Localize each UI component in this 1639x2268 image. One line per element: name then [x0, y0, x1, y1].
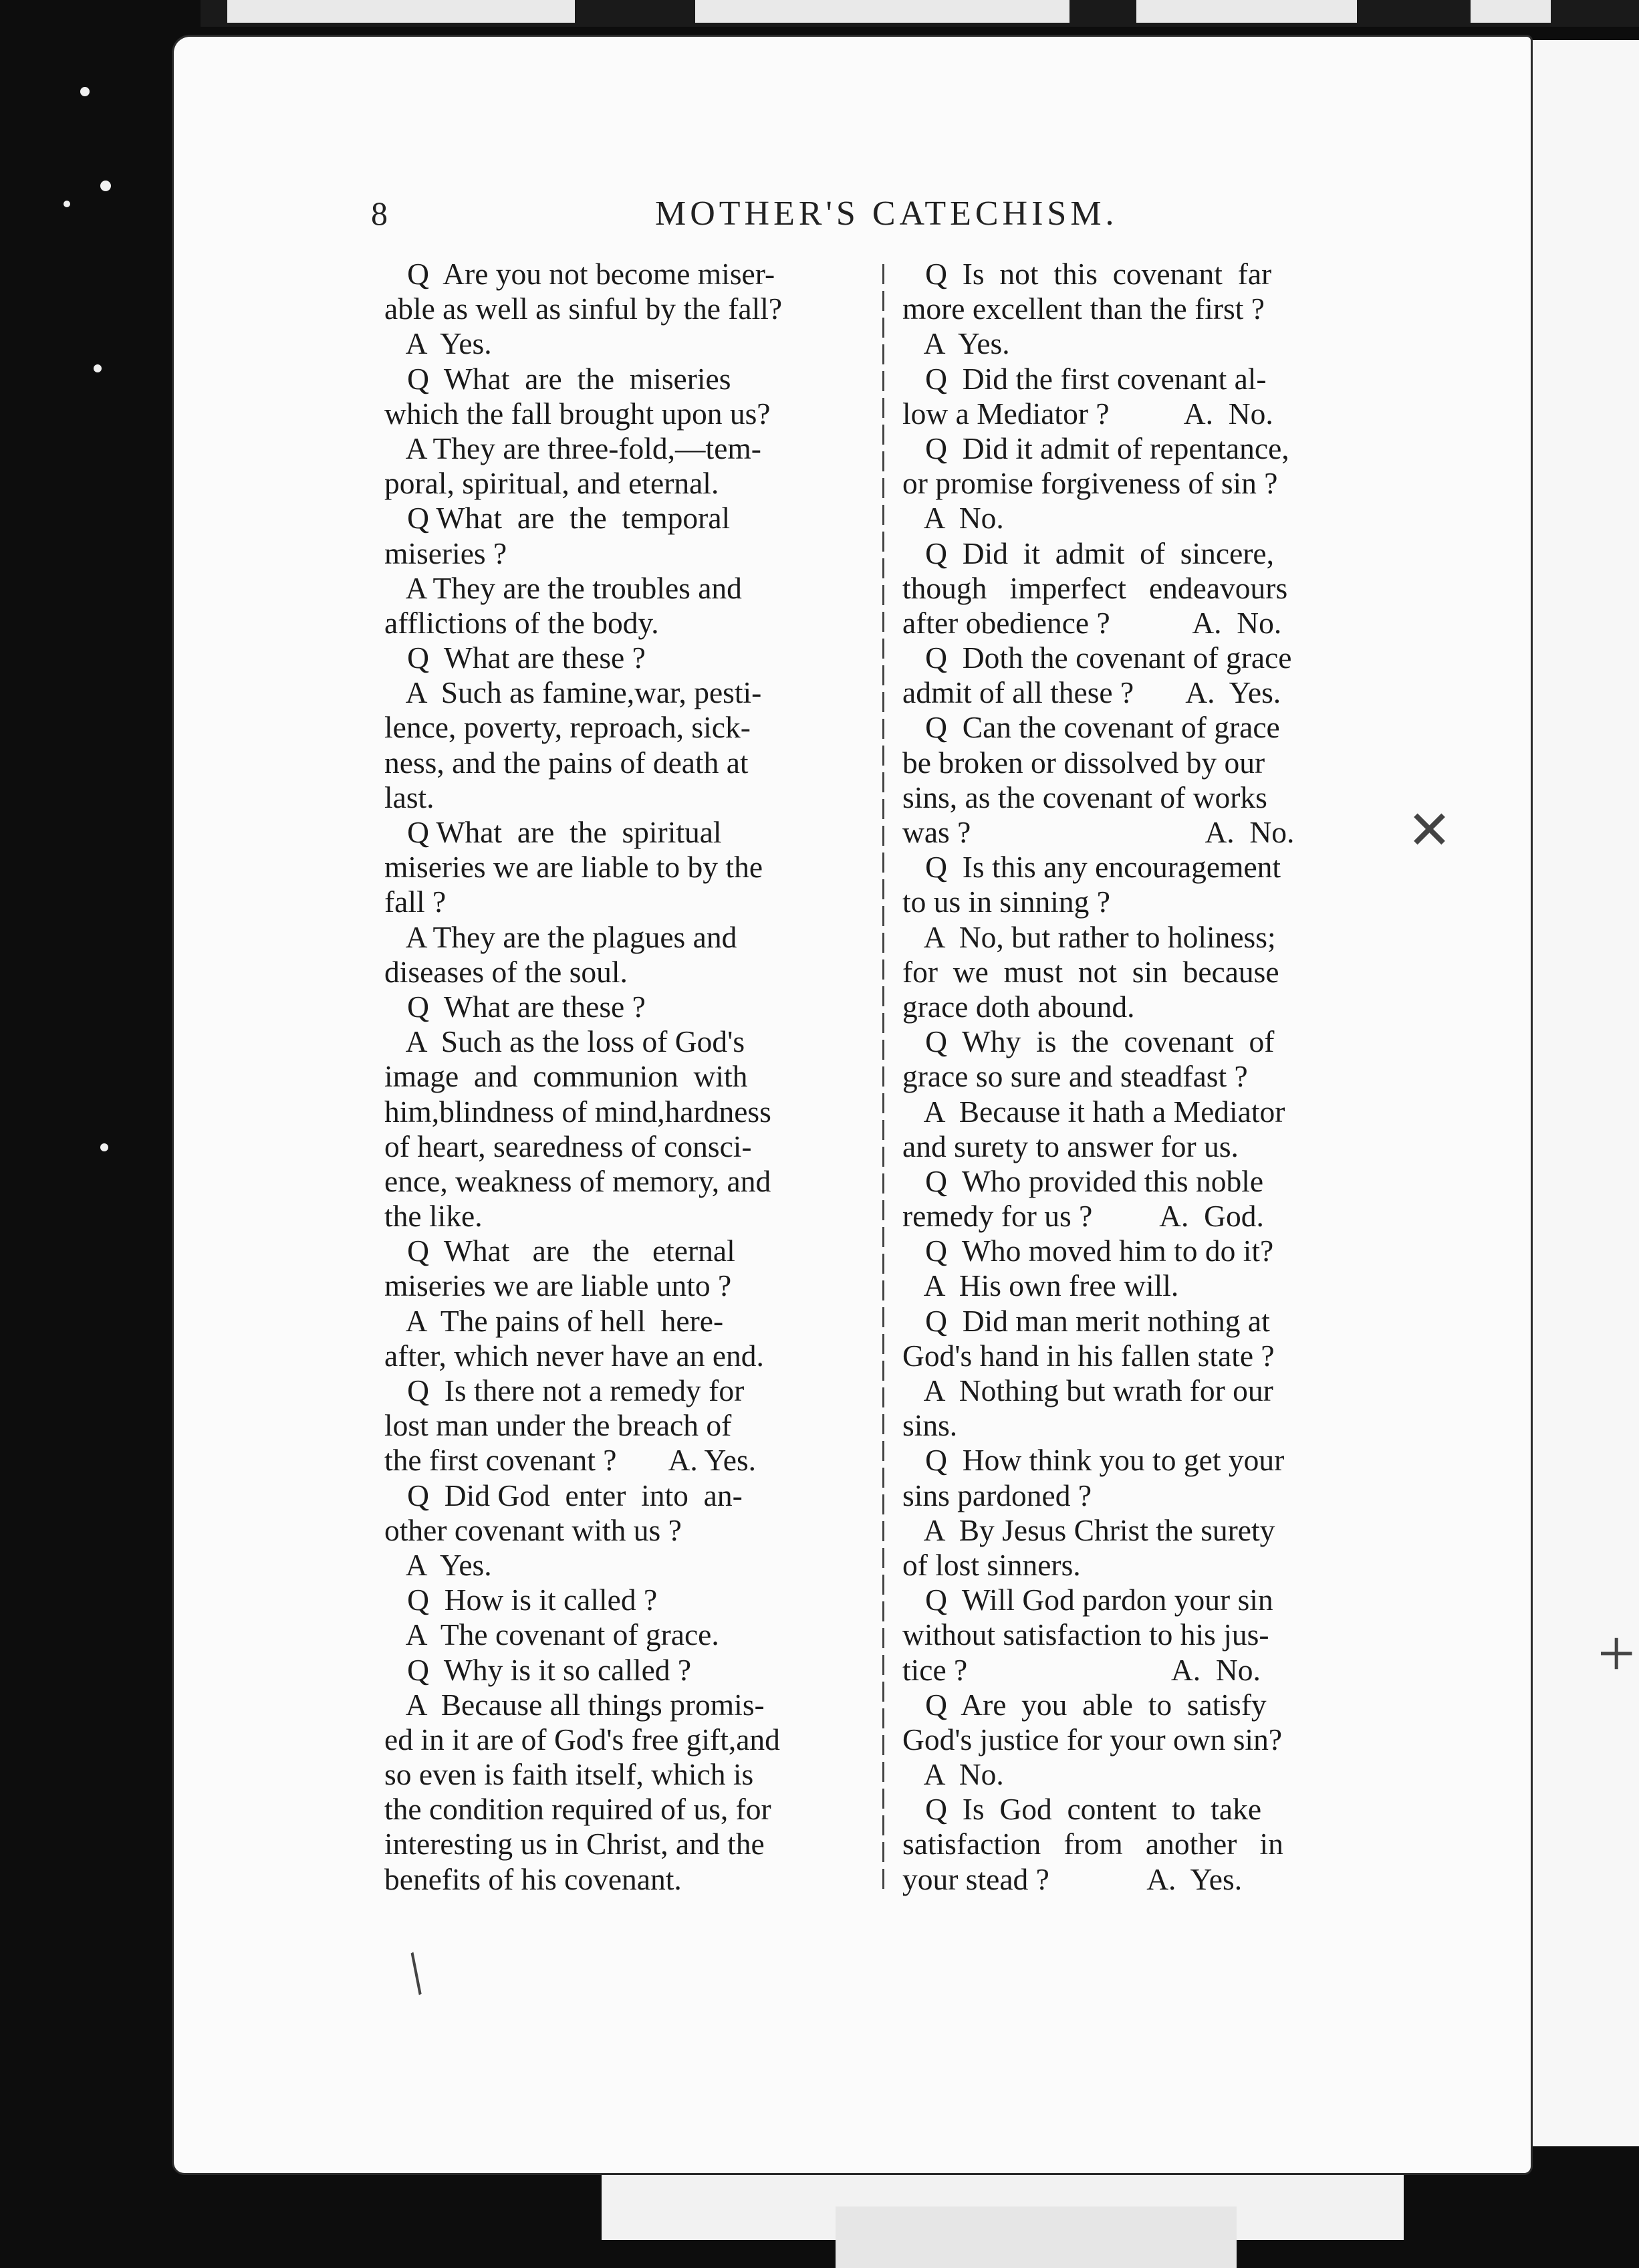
- text-line: remedy for us ? A. God.: [902, 1199, 1264, 1234]
- facing-page: [1521, 40, 1639, 2146]
- text-line: A The covenant of grace.: [384, 1617, 719, 1652]
- text-line: miseries we are liable unto ?: [384, 1268, 732, 1303]
- text-line: Q Did the first covenant al-: [902, 361, 1267, 396]
- text-line: Q Will God pardon your sin: [902, 1583, 1273, 1617]
- text-line: interesting us in Christ, and the: [384, 1827, 765, 1861]
- scan-edge-light: [1471, 0, 1551, 23]
- text-line: Q Is this any encouragement: [902, 850, 1281, 885]
- text-line: last.: [384, 780, 434, 814]
- text-line: for we must not sin because: [902, 954, 1279, 989]
- text-line: though imperfect endeavours: [902, 570, 1288, 605]
- text-line: A They are the troubles and: [384, 570, 742, 605]
- text-line: A His own free will.: [902, 1268, 1179, 1303]
- text-line: God's justice for your own sin?: [902, 1722, 1283, 1756]
- text-line: after obedience ? A. No.: [902, 605, 1282, 640]
- text-line: poral, spiritual, and eternal.: [384, 466, 719, 501]
- text-column-left: [384, 257, 862, 1897]
- text-line: which the fall brought upon us?: [384, 396, 771, 431]
- text-line: sins pardoned ?: [902, 1478, 1092, 1512]
- text-line: Q Did man merit nothing at: [902, 1303, 1270, 1338]
- text-line: A The pains of hell here-: [384, 1303, 724, 1338]
- text-line: Q What are the spiritual: [384, 815, 722, 849]
- text-line: after, which never have an end.: [384, 1338, 764, 1373]
- text-line: A By Jesus Christ the surety: [902, 1512, 1275, 1547]
- text-line: Q How think you to get your: [902, 1443, 1285, 1478]
- text-line: Q Can the covenant of grace: [902, 710, 1280, 745]
- text-line: A No.: [902, 1757, 1004, 1792]
- text-line: diseases of the soul.: [384, 954, 628, 989]
- text-line: admit of all these ? A. Yes.: [902, 675, 1281, 710]
- text-line: A Yes.: [384, 326, 492, 361]
- text-line: A Yes.: [902, 326, 1010, 361]
- text-line: A They are three-fold,—tem-: [384, 431, 761, 465]
- page-number: 8: [371, 195, 389, 232]
- text-line: Q What are the miseries: [384, 361, 731, 396]
- text-line: A Because it hath a Mediator: [902, 1094, 1285, 1129]
- text-line: your stead ? A. Yes.: [902, 1861, 1243, 1896]
- text-line: grace doth abound.: [902, 989, 1135, 1024]
- text-line: grace so sure and steadfast ?: [902, 1059, 1248, 1094]
- text-line: Q Is God content to take: [902, 1792, 1262, 1827]
- text-line: A Because all things promis-: [384, 1687, 765, 1722]
- text-line: low a Mediator ? A. No.: [902, 396, 1273, 431]
- text-line: Q Did God enter into an-: [384, 1478, 743, 1512]
- text-line: Q Is not this covenant far: [902, 257, 1272, 291]
- text-line: tice ? A. No.: [902, 1652, 1261, 1687]
- text-column-right: [902, 257, 1390, 1897]
- text-line: fall ?: [384, 885, 447, 919]
- text-line: him,blindness of mind,hardness: [384, 1094, 771, 1129]
- text-line: God's hand in his fallen state ?: [902, 1338, 1275, 1373]
- text-line: lence, poverty, reproach, sick-: [384, 710, 751, 745]
- text-line: other covenant with us ?: [384, 1512, 682, 1547]
- text-line: ence, weakness of memory, and: [384, 1163, 771, 1198]
- page-header: [361, 194, 1404, 247]
- text-line: miseries ?: [384, 536, 507, 570]
- text-line: A Nothing but wrath for our: [902, 1373, 1273, 1407]
- text-line: without satisfaction to his jus-: [902, 1617, 1269, 1652]
- text-line: Q How is it called ?: [384, 1583, 658, 1617]
- text-line: benefits of his covenant.: [384, 1861, 682, 1896]
- text-line: Q What are these ?: [384, 989, 646, 1024]
- pencil-stroke-mark: /: [392, 1940, 440, 2007]
- text-line: A No.: [902, 501, 1004, 536]
- text-line: and surety to answer for us.: [902, 1129, 1239, 1163]
- text-line: Q Are you able to satisfy: [902, 1687, 1267, 1722]
- scan-speck: [100, 1143, 108, 1151]
- text-line: of lost sinners.: [902, 1547, 1081, 1582]
- text-line: miseries we are liable to by the: [384, 850, 763, 885]
- text-line: A Such as the loss of God's: [384, 1024, 745, 1059]
- pencil-x-mark: ✕: [1407, 802, 1453, 861]
- scan-speck: [94, 364, 102, 372]
- scan-top-edge: [201, 0, 1639, 27]
- text-line: A They are the plagues and: [384, 919, 737, 954]
- pencil-cross-mark: +: [1598, 1616, 1636, 1690]
- text-line: so even is faith itself, which is: [384, 1757, 754, 1792]
- text-line: image and communion with: [384, 1059, 748, 1094]
- text-line: afflictions of the body.: [384, 605, 659, 640]
- text-line: Q What are the eternal: [384, 1234, 735, 1268]
- text-line: sins.: [902, 1408, 958, 1443]
- text-line: the first covenant ? A. Yes.: [384, 1443, 757, 1478]
- text-line: Q Doth the covenant of grace: [902, 641, 1292, 675]
- text-line: Q Who moved him to do it?: [902, 1234, 1274, 1268]
- running-title: MOTHER'S CATECHISM.: [655, 195, 1118, 233]
- text-line: Q Are you not become miser-: [384, 257, 775, 291]
- text-line: Q What are these ?: [384, 641, 646, 675]
- text-line: or promise forgiveness of sin ?: [902, 466, 1278, 501]
- scan-speck: [64, 201, 70, 207]
- text-line: Q Why is it so called ?: [384, 1652, 692, 1687]
- text-line: able as well as sinful by the fall?: [384, 292, 783, 326]
- text-line: sins, as the covenant of works: [902, 780, 1267, 814]
- scan-edge-light: [227, 0, 575, 23]
- text-line: more excellent than the first ?: [902, 292, 1265, 326]
- text-line: Q What are the temporal: [384, 501, 731, 536]
- scan-speck: [100, 181, 111, 191]
- text-line: A Yes.: [384, 1547, 492, 1582]
- text-line: the like.: [384, 1199, 483, 1234]
- text-line: to us in sinning ?: [902, 885, 1110, 919]
- text-line: lost man under the breach of: [384, 1408, 732, 1443]
- text-line: ness, and the pains of death at: [384, 745, 749, 780]
- column-rule: [882, 264, 884, 1896]
- scan-edge-light: [1136, 0, 1357, 23]
- text-line: Q Who provided this noble: [902, 1163, 1264, 1198]
- text-line: Q Why is the covenant of: [902, 1024, 1275, 1059]
- text-line: ed in it are of God's free gift,and: [384, 1722, 780, 1756]
- text-line: Q Did it admit of repentance,: [902, 431, 1289, 465]
- text-line: A No, but rather to holiness;: [902, 919, 1276, 954]
- scan-edge-light: [695, 0, 1069, 23]
- text-line: was ? A. No.: [902, 815, 1295, 849]
- text-line: satisfaction from another in: [902, 1827, 1283, 1861]
- scan-speck: [80, 87, 90, 96]
- text-line: the condition required of us, for: [384, 1792, 771, 1827]
- scan-bottom-edge: [836, 2206, 1237, 2268]
- text-line: be broken or dissolved by our: [902, 745, 1265, 780]
- text-line: Q Is there not a remedy for: [384, 1373, 745, 1407]
- text-line: A Such as famine,war, pesti-: [384, 675, 762, 710]
- text-line: Q Did it admit of sincere,: [902, 536, 1274, 570]
- text-line: of heart, searedness of consci-: [384, 1129, 752, 1163]
